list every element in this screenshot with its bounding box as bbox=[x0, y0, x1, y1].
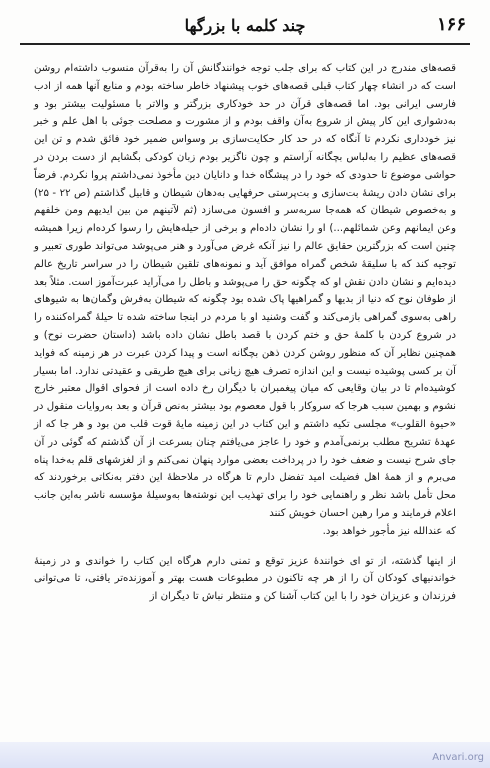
footer-band bbox=[0, 742, 490, 768]
paragraph: قصه‌های مندرج در این کتاب که برای جلب توجه خوانندگانش آن را به‌قرآن منسوب داشته‌ام روشن است که در انشاء چهار کتاب قبلی قصه‌های خوب پیشنهاد خاطر ساخته بودم و منابع آنها همه از ادب فارسی ایرانی بود. اما قصه‌های قرآن در حد خودکاری بزرگتر و والاتر با مسئولیت بیشتر بود و به‌دشواری این کار پیش از شروع به‌آن واقف بودم و از مشورت و مصلحت جوئی با اهل علم و خبر نیز خودداری نکردم تا آنگاه که در حد کار حکایت‌سازی بر وسواس ضمیر خود فائق شدم و تن این قصه‌های عظیم را به‌لباس بچگانه آراستم و چون ناگزیر بودم زبان کودکی بگشایم از دست بردن در حواشی موضوع تا حدودی که خود را در پیشگاه خدا و دانایان دین مأخوذ نمی‌داشتم پروا نکردم. فرضاً برای نشان دادن ریشهٔ بت‌سازی و بت‌پرستی حرفهایی به‌دهان شیطان و قابیل گذاشتم (ص ۲۲ - ۲۵) و به‌خصوص شیطان که همه‌جا سربه‌سر و افسون می‌سازد (ثم لآتینهم من بین ایدیهم ومن خلفهم وعن ایمانهم وعن شمائلهم...) او را نشان داده‌ام و برخی از حیله‌هایش را رسوا کرده‌ام زیرا همیشه چنین است که بزرگترین حقایق عالم را نیز آنکه غرض می‌آورد و هنر می‌پوشد می‌تواند طوری تعبیر و توجیه کند که با سلیقهٔ شخص گمراه موافق آید و نمونه‌های تلقین شیطان را در سراسر تاریخ عالم دیده‌ایم و نشان دادن نقش او که چگونه حق را می‌پوشد و باطل را می‌آراید عبرت‌آموز است. مثلاً بعد از طوفان نوح که دنیا از بدیها و گمراهیها پاک شده بود چگونه که شیطان به‌فرش وگمان‌ها به‌ شیوهای راهی به‌سوی گمراهی بازمی‌کند و گفت وشنید او با مردم در اینجا ساخته شده تا حیلهٔ گمراه‌کننده را در شروع کردن با کلمهٔ حق و ختم کردن با قصد باطل نشان داده باشد (داستان حضرت نوح) و همچنین نظایر آن که منظور روشن کردن ذهن بچگانه است و پیدا کردن عبرت در هر زمینه که فواید آن بر کسی پوشیده نیست و این اندازه تصرف هیچ زیانی برای هیچ طریقی و عقیدتی ندارد. اما بسیار کوشیده‌ام تا در بیان وقایعی که میان پیغمبران با دیگران رخ داده است از فحوای اقوال معتبر خارج نشوم و بهمین سبب هرجا که سروکار با قول معصوم بود بیشتر به‌نص قرآن و بعد به‌روایات منقول در «حیوة القلوب» مجلسی تکیه داشتم و این کتاب در این زمینه مایهٔ قوت قلب من بود و هر جا که از عهدهٔ تشریح مطلب برنمی‌آمدم و خود را عاجز می‌یافتم چنان بسرعت از آن گذشتم که گوئی در آن جای شرح نیست و ضعف خود را در پرداخت بعضی موارد پنهان نمی‌کنم و از لغزشهای قلم به‌خدا پناه می‌برم و از همهٔ اهل فضیلت امید تفضل دارم تا هرگاه در ملاحظهٔ این دفتر به‌نکاتی برخوردند که محل تأمل باشد نظر و راهنمایی خود را برای تهذیب این نوشته‌ها به‌وسیلهٔ مؤسسه ناشر به‌این جانب اعلام فرمایند و مرا رهین احسان خویش کنند bbox=[34, 63, 456, 519]
page-number: ۱۶۶ bbox=[436, 14, 466, 35]
body-text bbox=[34, 60, 456, 606]
running-title: چند کلمه با بزرگها bbox=[184, 16, 306, 35]
paragraph: از اینها گذشته، از تو ای خوانندهٔ عزیز توقع و تمنی دارم هرگاه این کتاب را خواندی و در زمینهٔ خواندنیهای کودکان آن را از هر چه تاکنون در مطبوعات هست بهتر و آموزنده‌تر یافتی، تا می‌توانی فرزندان و عزیزان خود را با این کتاب آشنا کن و منتظر نباش تا دیگران از bbox=[34, 555, 456, 603]
paragraph-ending: که عندالله نیز مأجور خواهد بود. bbox=[322, 525, 456, 537]
page-header bbox=[20, 10, 470, 46]
header-rule bbox=[20, 43, 470, 45]
watermark: Anvari.org bbox=[432, 752, 484, 763]
